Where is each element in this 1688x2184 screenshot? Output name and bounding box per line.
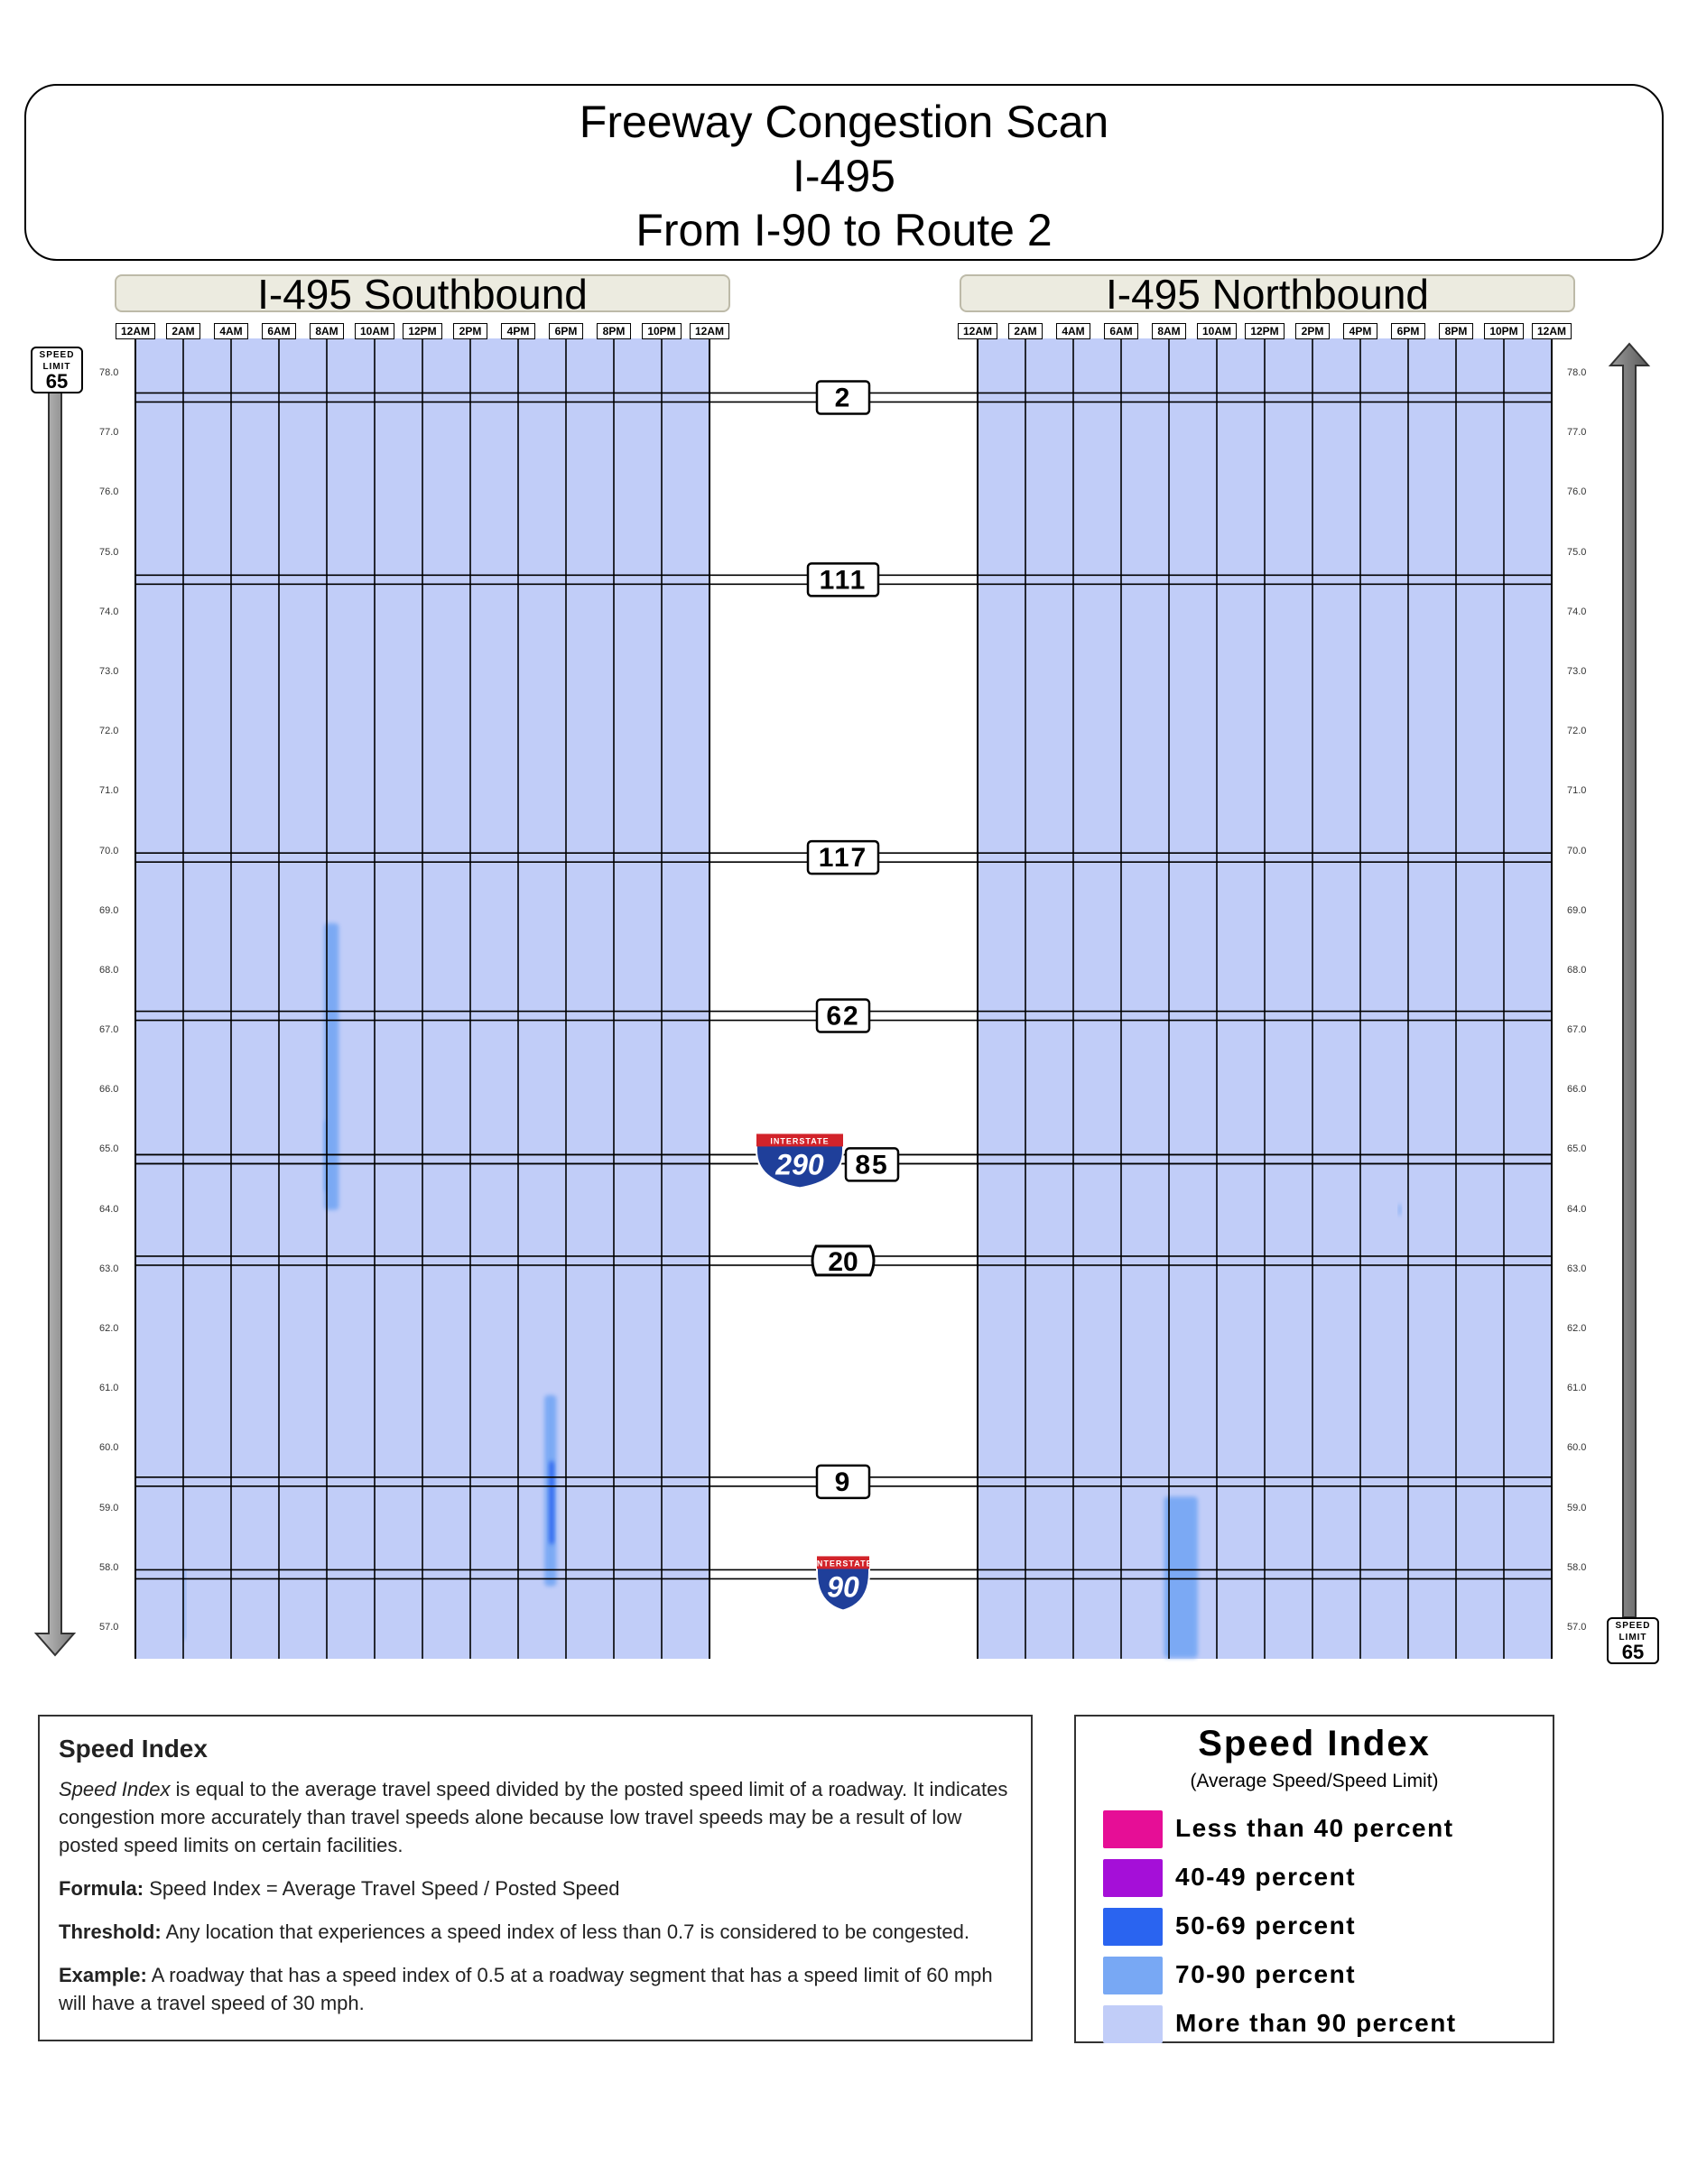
limit-text: LIMIT bbox=[1618, 1633, 1647, 1643]
milepost-tick-label: 78.0 bbox=[1567, 367, 1587, 378]
time-tick-label: 12PM bbox=[1245, 323, 1285, 339]
milepost-tick-label: 60.0 bbox=[99, 1442, 119, 1454]
milepost-tick-label: 67.0 bbox=[99, 1024, 119, 1036]
speed-index-info bbox=[38, 1715, 1033, 2041]
route-shield-number: 9 bbox=[834, 1467, 852, 1497]
legend-swatch bbox=[1103, 1908, 1163, 1946]
time-tick-label: 6AM bbox=[1104, 323, 1138, 339]
threshold-label: Threshold: bbox=[59, 1920, 162, 1943]
milepost-tick-label: 71.0 bbox=[99, 785, 119, 797]
milepost-tick-label: 59.0 bbox=[1567, 1502, 1587, 1513]
interstate-shield-number: 90 bbox=[827, 1570, 859, 1604]
us-shield-number: 20 bbox=[828, 1246, 858, 1277]
milepost-tick-label: 69.0 bbox=[99, 904, 119, 916]
legend-title: Speed Index bbox=[1198, 1724, 1431, 1763]
legend-label: Less than 40 percent bbox=[1175, 1814, 1454, 1842]
route-name: I-495 bbox=[793, 151, 895, 201]
milepost-tick-label: 68.0 bbox=[99, 964, 119, 976]
milepost-tick-label: 58.0 bbox=[1567, 1561, 1587, 1573]
legend-swatch bbox=[1103, 1859, 1163, 1897]
milepost-tick-label: 64.0 bbox=[1567, 1203, 1587, 1215]
route-extent: From I-90 to Route 2 bbox=[635, 205, 1053, 255]
formula-label: Formula: bbox=[59, 1877, 144, 1900]
info-definition bbox=[59, 1775, 1012, 1859]
time-tick-label: 10PM bbox=[1484, 323, 1524, 339]
example-label: Example: bbox=[59, 1964, 147, 1986]
route-shield-number: 2 bbox=[834, 383, 852, 413]
time-tick-label: 2AM bbox=[166, 323, 200, 339]
info-example bbox=[59, 1961, 1012, 2017]
milepost-tick-label: 71.0 bbox=[1567, 785, 1587, 797]
time-tick-label: 12AM bbox=[690, 323, 729, 339]
time-tick-label: 12AM bbox=[116, 323, 155, 339]
milepost-tick-label: 61.0 bbox=[1567, 1383, 1587, 1394]
info-threshold bbox=[59, 1918, 1012, 1946]
route-shield bbox=[817, 1000, 869, 1032]
time-tick-label: 10PM bbox=[642, 323, 682, 339]
interstate-banner-text: INTERSTATE bbox=[770, 1136, 830, 1146]
info-term: Speed Index bbox=[59, 1778, 171, 1800]
speed-index-legend bbox=[1074, 1715, 1554, 2043]
milepost-tick-label: 70.0 bbox=[1567, 845, 1587, 856]
milepost-tick-label: 76.0 bbox=[1567, 486, 1587, 498]
legend-label: 70-90 percent bbox=[1175, 1960, 1357, 1988]
time-tick-label: 8AM bbox=[1152, 323, 1186, 339]
legend-label: 40-49 percent bbox=[1175, 1863, 1357, 1891]
legend-label: More than 90 percent bbox=[1175, 2009, 1457, 2037]
milepost-tick-label: 57.0 bbox=[99, 1622, 119, 1633]
milepost-tick-label: 77.0 bbox=[1567, 427, 1587, 439]
time-tick-label: 4PM bbox=[1343, 323, 1377, 339]
speed-limit-sign-right bbox=[1607, 1617, 1659, 1664]
info-formula bbox=[59, 1874, 1012, 1902]
interstate-banner-text: INTERSTATE bbox=[813, 1559, 873, 1569]
route-shield-number: 62 bbox=[826, 1001, 860, 1032]
milepost-tick-label: 68.0 bbox=[1567, 964, 1587, 976]
milepost-tick-label: 74.0 bbox=[1567, 606, 1587, 617]
milepost-tick-label: 60.0 bbox=[1567, 1442, 1587, 1454]
time-tick-label: 6AM bbox=[262, 323, 296, 339]
speed-limit-value: 65 bbox=[45, 370, 69, 393]
time-tick-label: 4PM bbox=[501, 323, 535, 339]
milepost-tick-label: 78.0 bbox=[99, 367, 119, 378]
milepost-tick-label: 57.0 bbox=[1567, 1622, 1587, 1633]
milepost-tick-label: 62.0 bbox=[1567, 1323, 1587, 1335]
northbound-direction-arrow bbox=[1610, 344, 1648, 1617]
milepost-tick-label: 63.0 bbox=[1567, 1263, 1587, 1274]
speed-limit-text: SPEED bbox=[1615, 1621, 1651, 1631]
route-shield bbox=[808, 841, 878, 874]
milepost-tick-label: 77.0 bbox=[99, 427, 119, 439]
page-title: Freeway Congestion Scan bbox=[579, 97, 1109, 147]
milepost-tick-label: 73.0 bbox=[1567, 665, 1587, 677]
route-shield bbox=[808, 563, 878, 596]
time-tick-label: 10AM bbox=[355, 323, 394, 339]
route-shield-number: 117 bbox=[818, 843, 868, 874]
time-tick-label: 12AM bbox=[1532, 323, 1572, 339]
speed-limit-value: 65 bbox=[1621, 1641, 1645, 1663]
legend-subtitle: (Average Speed/Speed Limit) bbox=[1190, 1771, 1439, 1791]
time-tick-label: 2AM bbox=[1008, 323, 1043, 339]
milepost-tick-label: 73.0 bbox=[99, 665, 119, 677]
route-shield-number: 85 bbox=[855, 1150, 889, 1180]
speed-limit-text: SPEED bbox=[39, 350, 75, 360]
time-tick-label: 8PM bbox=[1439, 323, 1473, 339]
congestion-cell bbox=[549, 1461, 553, 1545]
legend-swatch bbox=[1103, 1957, 1163, 1994]
milepost-tick-label: 58.0 bbox=[99, 1561, 119, 1573]
milepost-tick-label: 76.0 bbox=[99, 486, 119, 498]
milepost-tick-label: 65.0 bbox=[99, 1143, 119, 1155]
route-shield bbox=[817, 381, 869, 413]
milepost-tick-label: 70.0 bbox=[99, 845, 119, 856]
milepost-tick-label: 67.0 bbox=[1567, 1024, 1587, 1036]
milepost-tick-label: 59.0 bbox=[99, 1502, 119, 1513]
threshold-text: Any location that experiences a speed index of less than 0.7 is considered to be congested. bbox=[161, 1920, 969, 1943]
limit-text: LIMIT bbox=[42, 362, 71, 372]
time-tick-label: 8PM bbox=[597, 323, 631, 339]
legend-label: 50-69 percent bbox=[1175, 1911, 1357, 1939]
time-tick-label: 4AM bbox=[1056, 323, 1090, 339]
milepost-tick-label: 63.0 bbox=[99, 1263, 119, 1274]
formula-text: Speed Index = Average Travel Speed / Posted Speed bbox=[144, 1877, 620, 1900]
time-tick-label: 4AM bbox=[214, 323, 248, 339]
interstate-shield bbox=[813, 1556, 872, 1610]
time-tick-label: 8AM bbox=[310, 323, 344, 339]
info-heading: Speed Index bbox=[59, 1735, 208, 1763]
time-tick-label: 6PM bbox=[549, 323, 583, 339]
milepost-tick-label: 69.0 bbox=[1567, 904, 1587, 916]
northbound-header: I-495 Northbound bbox=[960, 274, 1575, 312]
route-shield bbox=[846, 1148, 898, 1180]
milepost-tick-label: 66.0 bbox=[99, 1084, 119, 1096]
time-tick-label: 12AM bbox=[958, 323, 997, 339]
time-tick-label: 2PM bbox=[453, 323, 487, 339]
time-tick-label: 10AM bbox=[1197, 323, 1237, 339]
milepost-tick-label: 66.0 bbox=[1567, 1084, 1587, 1096]
time-tick-label: 6PM bbox=[1391, 323, 1425, 339]
info-definition-text: is equal to the average travel speed divided by the posted speed limit of a roadway. It indicates congestion more accurately than travel speeds alone because low travel speeds may be a result of low posted speed limits on certain facilities. bbox=[59, 1778, 1008, 1856]
interstate-shield-number: 290 bbox=[775, 1148, 824, 1181]
milepost-tick-label: 62.0 bbox=[99, 1323, 119, 1335]
time-tick-label: 2PM bbox=[1295, 323, 1330, 339]
milepost-tick-label: 72.0 bbox=[99, 726, 119, 737]
legend-swatch bbox=[1103, 2005, 1163, 2043]
us-route-shield bbox=[812, 1246, 874, 1277]
milepost-tick-label: 65.0 bbox=[1567, 1143, 1587, 1155]
route-shield-number: 111 bbox=[819, 565, 867, 596]
southbound-direction-arrow bbox=[36, 388, 74, 1655]
legend-swatch bbox=[1103, 1810, 1163, 1848]
time-tick-label: 12PM bbox=[403, 323, 442, 339]
example-text: A roadway that has a speed index of 0.5 at a roadway segment that has a speed limit of 60 mph will have a travel speed of 30 mph. bbox=[59, 1964, 993, 2014]
milepost-tick-label: 64.0 bbox=[99, 1203, 119, 1215]
speed-limit-sign-left bbox=[31, 347, 83, 393]
milepost-tick-label: 74.0 bbox=[99, 606, 119, 617]
southbound-header: I-495 Southbound bbox=[115, 274, 730, 312]
milepost-tick-label: 72.0 bbox=[1567, 726, 1587, 737]
route-shield bbox=[817, 1466, 869, 1498]
milepost-tick-label: 75.0 bbox=[99, 546, 119, 558]
interstate-shield bbox=[756, 1134, 843, 1188]
milepost-tick-label: 61.0 bbox=[99, 1383, 119, 1394]
congestion-cell bbox=[1398, 1204, 1401, 1216]
milepost-tick-label: 75.0 bbox=[1567, 546, 1587, 558]
